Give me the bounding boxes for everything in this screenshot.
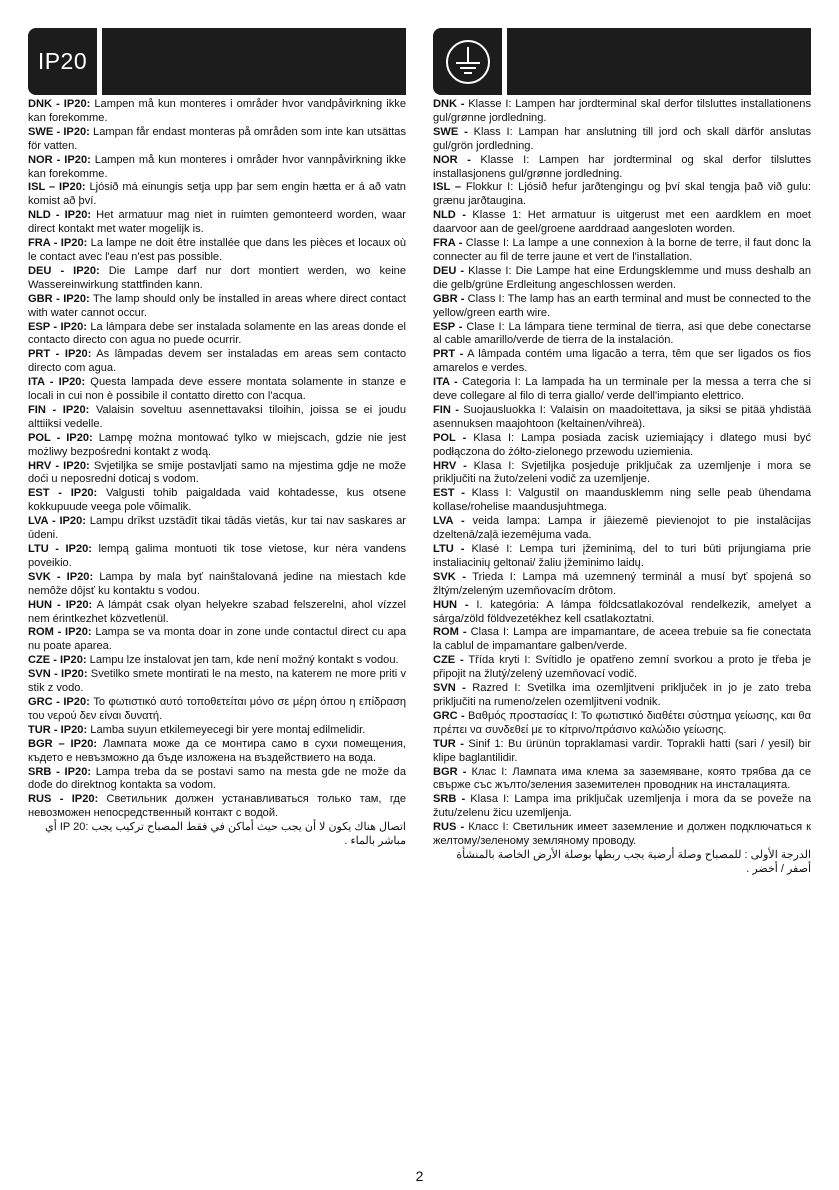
language-entry <box>433 98 811 126</box>
entry-text: Βαθμός προστασίας I: Το φωτιστικό διαθέτει σύστημα γείωσης, και θα πρέπει να συνδεθεί με το κίτρινο/πράσινο καλώδιο γείωσης. <box>433 709 811 736</box>
entry-text: Lampan får endast monteras på områden som inte kan utsättas för vatten. <box>28 125 406 152</box>
language-entry <box>433 181 811 209</box>
language-code: DNK - IP20: <box>28 98 91 110</box>
entry-text: Clasa I: Lampa are impamantare, de aceea trebuie sa fie conectata la cablul de impamantare galben/verde. <box>433 626 811 653</box>
entry-text: Valaisin soveltuu asennettavaksi tiloihin, joissa se ei joudu alttiiksi vedelle. <box>28 403 407 430</box>
language-entry <box>433 265 811 293</box>
language-entry <box>433 571 811 599</box>
language-entry <box>433 376 811 404</box>
language-code: GBR - IP20: <box>28 292 90 305</box>
language-code: CZE - <box>433 654 464 667</box>
language-code: TUR - IP20: <box>28 723 88 736</box>
language-entry <box>28 724 406 738</box>
language-code: GBR - <box>433 292 465 305</box>
earth-ground-icon <box>433 28 502 95</box>
language-code: ESP - IP20: <box>28 320 87 333</box>
entry-text: veida lampa: Lampa ir jāiezemē pievienojot to pie instalācijas dzeltenā/zaļā iezemējuma vada. <box>433 515 811 542</box>
entry-text: Klasa I: Lampa ima priključak uzemljenja i mora da se poveže na žutu/zelenu žicu uzemljenja. <box>433 793 811 820</box>
entry-text: Klasse I: Die Lampe hat eine Erdungsklemme und muss deshalb an die gelb/grüne Erdleitung angeschlossen werden. <box>433 264 811 291</box>
entry-text: Lampa treba da se postavi samo na mesta gde ne može da dođe do direktnog kontakta sa vodom. <box>28 765 406 792</box>
language-code: ESP - <box>433 320 463 333</box>
language-code: SRB - <box>433 793 466 806</box>
entry-text: Třída kryti I: Svítidlo je opatřeno zemní svorkou a proto je třeba je připojit na žlutý/zelený uzemňovací vodič. <box>433 654 811 681</box>
right-column <box>433 28 811 877</box>
entry-text: Valgusti tohib paigaldada vaid kohtadesse, kus otsene kokkupuude veega pole võimalik. <box>28 487 407 514</box>
language-code: NOR - <box>433 153 471 166</box>
language-entry <box>433 154 811 182</box>
language-entry <box>433 738 811 766</box>
entry-text: Лампата може да се монтира само в сухи помещения, където е невъзможно да бъде изложена на въздействието на вода. <box>28 737 406 764</box>
language-code: TUR - <box>433 737 464 750</box>
language-entry <box>28 654 406 668</box>
entry-text: Sinif 1: Bu ürünün topraklamasi vardir. Toprakli hatti (sari / yesil) bir klipe baglantilidir. <box>433 737 811 764</box>
entry-text: Lampę można montować tylko w miejscach, gdzie nie jest możliwy bezpośredni kontakt z wodą. <box>28 431 406 458</box>
language-entry <box>433 460 811 488</box>
entry-text: Het armatuur mag niet in ruimten gemonteerd worden, waar direct kontakt met water mogelijk is. <box>28 209 406 236</box>
entry-text: The lamp should only be installed in areas where direct contact with water cannot occur. <box>28 292 407 319</box>
entry-text: Questa lampada deve essere montata solamente in stanze e locali in cui non è possibile il contatto diretto con l'acqua. <box>28 376 406 403</box>
left-column <box>28 28 406 849</box>
language-entry <box>28 293 406 321</box>
language-code: ISL – IP20: <box>28 181 86 194</box>
language-code: GRC - <box>433 709 465 722</box>
language-code: RUS - IP20: <box>28 793 99 806</box>
language-entry <box>433 321 811 349</box>
language-entry <box>28 738 406 766</box>
language-entry <box>28 432 406 460</box>
language-entry <box>28 126 406 154</box>
entry-text: Suojausluokka I: Valaisin on maadoitettava, ja siksi se pitää yhdistää asennuksen maajohtoon (keltainen/vihreä). <box>433 403 811 430</box>
entry-text: Classe I: La lampe a une connexion à la borne de terre, il faut donc la connecter au fil de terre jaune et vert de l'installation. <box>433 237 811 263</box>
entry-text: As lâmpadas devem ser instaladas em areas sem contacto directo com agua. <box>28 348 406 375</box>
entry-text: Klass I: Valgustil on maandusklemm ning selle peab ühendama kollase/rohelise maandusjuhtmega. <box>433 487 811 514</box>
language-entry <box>28 265 406 293</box>
language-entry <box>28 98 406 126</box>
entry-text: Trieda I: Lampa má uzemnený terminál a musí byť spojená so žltým/zeleným uzemňovacím drôtom. <box>433 570 811 597</box>
language-entry <box>28 766 406 794</box>
language-code: FIN - IP20: <box>28 403 90 416</box>
entry-text: lempą galima montuoti tik tose vietose, kur nėra vandens poveikio. <box>28 543 406 569</box>
ip20-entries <box>28 98 406 821</box>
language-code: SVK - <box>433 570 466 583</box>
entry-text: Ljósið má einungis setja upp þar sem engin hætta er á að vatn komist að því. <box>28 181 406 208</box>
language-entry <box>433 599 811 627</box>
entry-text: Razred I: Svetilka ima ozemljitveni priključek in jo je zato treba priključiti na rumeno/zelen ozemljitveni vodnik. <box>433 682 812 708</box>
language-code: NOR - IP20: <box>28 153 91 166</box>
entry-text: Lampu lze instalovat jen tam, kde není možný kontakt s vodou. <box>86 654 399 667</box>
language-code: PRT - IP20: <box>28 348 92 361</box>
language-code: FRA - <box>433 237 463 250</box>
entry-text: Клас I: Лампата има клема за заземяване, която трябва да се свърже със жълто/зеления заземителен проводник на инсталацията. <box>433 765 811 792</box>
header-bar-left <box>102 28 406 95</box>
entry-text: Το φωτιστικό αυτό τοποθετείται μόνο σε μέρη όπου η επίδραση του νερού δεν είναι δυνατή. <box>28 695 406 722</box>
language-entry <box>28 348 406 376</box>
language-code: EST - IP20: <box>28 487 98 500</box>
language-code: HRV - IP20: <box>28 459 90 472</box>
language-code: SWE - <box>433 125 468 138</box>
language-entry <box>28 237 406 265</box>
entry-text: Klasse I: Lampen har jordterminal og skal derfor tilsluttes installasjonens gul/grønne jordledning. <box>433 153 812 180</box>
entry-text: Lamba suyun etkilemeyecegi bir yere montaj edilmelidir. <box>87 723 366 736</box>
entry-text: Svjetiljka se smije postavljati samo na mjestima gdje ne može doći u neposredni doticaj s vodom. <box>28 459 406 486</box>
entry-text: Lampen må kun monteres i områder hvor vandpåvirkning ikke kan forekomme. <box>28 98 406 124</box>
language-code: EST - <box>433 487 465 500</box>
language-code: FIN - <box>433 403 459 416</box>
language-entry <box>433 654 811 682</box>
language-entry <box>28 460 406 488</box>
entry-text: Класс I: Светильник имеет заземление и должен подключаться к желтому/зеленому земляному проводу. <box>433 821 811 848</box>
entry-text: Lampu drīkst uzstādīt tikai tādās vietās, kur tai nav saskares ar ūdeni. <box>28 515 406 542</box>
language-code: FRA - IP20: <box>28 237 88 250</box>
language-entry <box>28 793 406 821</box>
language-entry <box>28 404 406 432</box>
arabic-ip20-text: اتصال هناك يكون لا أن يجب حيث أماكن في فقط المصباح تركيب يجب :IP 20 أي مباشر بالماء . <box>45 821 406 848</box>
ip20-badge: IP20 <box>28 28 97 95</box>
language-code: SVK - IP20: <box>28 570 94 583</box>
entry-text: I. kategória: A lámpa földcsatlakozóval rendelkezik, amelyet a sárga/zöld földvezetékhez kell csatlakoztatni. <box>433 598 812 625</box>
entry-text: Die Lampe darf nur dort montiert werden, wo keine Wassereinwirkung stattfinden kann. <box>28 264 406 291</box>
language-entry <box>28 181 406 209</box>
language-entry <box>28 543 406 571</box>
language-entry <box>28 321 406 349</box>
language-code: SWE - IP20: <box>28 125 90 138</box>
language-code: PRT - <box>433 348 464 361</box>
entry-text: Lampa by mala byť nainštalovaná jedine na miestach kde nemôže dôjsť ku kontaktu s vodou. <box>28 570 406 597</box>
arabic-class1-text: الدرجة الأولى : للمصباح وصلة أرضية يجب ربطها بوصلة الأرض الخاصة بالمنشأة أصفر / أخضر . <box>456 848 811 875</box>
language-code: RUS - <box>433 821 465 834</box>
language-code: BGR – IP20: <box>28 737 98 750</box>
entry-text: Klasse 1: Het armatuur is uitgerust met een aardklem en moet daarvoor aan de geel/groene aarddraad aangesloten worden. <box>433 209 811 236</box>
language-entry <box>28 376 406 404</box>
language-code: SVN - IP20: <box>28 668 88 681</box>
language-entry <box>433 432 811 460</box>
entry-text: A lâmpada contém uma ligacão a terra, têm que ser ligados os fios amarelos e verdes. <box>433 348 812 375</box>
entry-text: Klass I: Lampan har anslutning till jord och skall därför anslutas gul/grön jordledning. <box>433 125 811 152</box>
language-code: ISL – <box>433 181 462 194</box>
language-code: SRB - IP20: <box>28 765 92 778</box>
language-code: GRC - IP20: <box>28 695 90 708</box>
language-entry <box>433 515 811 543</box>
language-code: HRV - <box>433 459 467 472</box>
right-header <box>433 28 811 95</box>
language-code: LVA - <box>433 515 465 528</box>
entry-text: La lampe ne doit être installée que dans les pièces et locaux où le contact avec l'eau n'est pas possible. <box>28 237 406 263</box>
language-entry <box>433 626 811 654</box>
language-entry <box>433 710 811 738</box>
language-entry <box>433 209 811 237</box>
language-code: DEU - IP20: <box>28 264 100 277</box>
entry-text: Светильник должен устанавливаться только там, где невозможен непосредственный контакт с водой. <box>28 793 407 820</box>
language-code: LVA - IP20: <box>28 515 86 528</box>
language-entry <box>28 515 406 543</box>
language-code: HUN - <box>433 598 469 611</box>
entry-text: Lampen må kun monteres i områder hvor vannpåvirkning ikke kan forekomme. <box>28 153 406 180</box>
language-code: POL - <box>433 431 467 444</box>
entry-text: Class I: The lamp has an earth terminal and must be connected to the yellow/green earth wire. <box>433 292 811 319</box>
language-code: BGR - <box>433 765 467 778</box>
entry-text: Klasa I: Svjetiljka posjeduje priključak za uzemljenje i mora se priključiti na žuto/zeleni vodič za uzemljenje. <box>433 459 811 486</box>
language-entry <box>433 682 811 710</box>
language-entry <box>433 348 811 376</box>
entry-text: Klasse I: Lampen har jordterminal skal derfor tilsluttes installationens gul/grønne jordledning. <box>433 98 812 124</box>
language-entry <box>28 668 406 696</box>
entry-text: Clase I: La lámpara tiene terminal de tierra, asi que debe conectarse al cable amarillo/verde de tierra de la instalación. <box>433 320 812 347</box>
language-code: DEU - <box>433 264 465 277</box>
language-code: CZE - IP20: <box>28 654 87 667</box>
entry-text: Klasa I: Lampa posiada zacisk uziemiający i dlatego musi być podłączona do żółto-zielonego przewodu uziemienia. <box>433 431 812 458</box>
language-code: ROM - IP20: <box>28 626 92 639</box>
header-bar-right <box>507 28 811 95</box>
language-code: DNK - <box>433 98 465 110</box>
language-entry <box>28 209 406 237</box>
language-entry <box>433 487 811 515</box>
language-entry <box>28 599 406 627</box>
class1-entries <box>433 98 811 849</box>
entry-text: Flokkur I: Ljósið hefur jarðtengingu og því skal tengja það við gulu: grænu jarðtaugina. <box>433 181 811 208</box>
language-entry <box>28 696 406 724</box>
entry-text: Lampa se va monta doar in zone unde contactul direct cu apa nu poate aparea. <box>28 626 406 653</box>
language-entry <box>28 571 406 599</box>
language-code: ROM - <box>433 626 467 639</box>
language-code: NLD - <box>433 209 466 222</box>
language-entry <box>433 793 811 821</box>
language-entry <box>28 626 406 654</box>
language-code: POL - IP20: <box>28 431 93 444</box>
language-entry <box>433 766 811 794</box>
entry-text: Klasė I: Lempa turi įžeminimą, del to turi būti prijungiama prie instaliacinių geltonai/ žaliu įžeminimo laidų. <box>433 543 811 569</box>
entry-text: Categoria I: La lampada ha un terminale per la messa a terra che si deve collegare al filo di terra giallo/ verde dell'impianto elettrico. <box>433 376 811 403</box>
language-code: LTU - IP20: <box>28 543 92 555</box>
language-code: NLD - IP20: <box>28 209 92 222</box>
language-code: HUN - IP20: <box>28 598 93 611</box>
page-number: 2 <box>415 1168 424 1184</box>
language-entry <box>433 126 811 154</box>
language-code: SVN - <box>433 682 466 695</box>
language-entry <box>433 293 811 321</box>
language-code: LTU - <box>433 543 465 555</box>
left-header <box>28 28 406 95</box>
language-entry <box>28 154 406 182</box>
entry-text: Svetilko smete montirati le na mesto, na katerem ne more priti v stik z vodo. <box>28 668 406 695</box>
language-entry <box>433 821 811 849</box>
language-entry <box>28 487 406 515</box>
language-entry <box>433 237 811 265</box>
language-entry <box>433 404 811 432</box>
language-code: ITA - IP20: <box>28 376 86 389</box>
language-code: ITA - <box>433 376 458 389</box>
entry-text: La lámpara debe ser instalada solamente en las areas donde el contacto directo con agua no puede ocurrir. <box>28 320 406 347</box>
language-entry <box>433 543 811 571</box>
entry-text: A lámpát csak olyan helyekre szabad felszerelni, ahol vízzel nem érintkezhet közvetlenül. <box>28 598 406 625</box>
